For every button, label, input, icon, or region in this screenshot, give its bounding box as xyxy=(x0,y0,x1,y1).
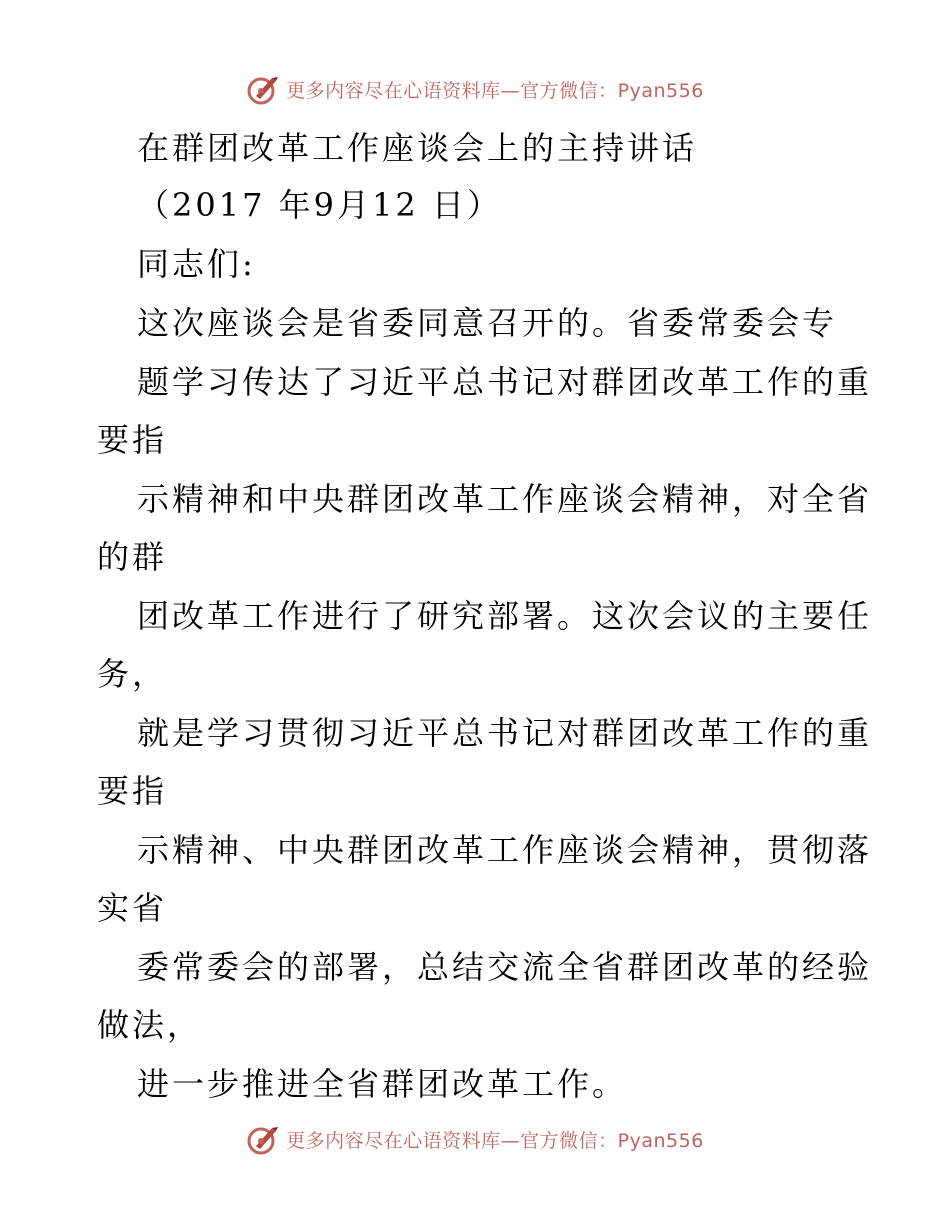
paragraph-line: 的群 xyxy=(97,538,168,576)
paragraph-line: 题学习传达了习近平总书记对群团改革工作的重 xyxy=(137,363,873,401)
watermark-text: 更多内容尽在心语资料库—官方微信：Pyan556 xyxy=(286,1129,704,1152)
pen-logo-icon xyxy=(246,1122,280,1156)
watermark-header xyxy=(0,72,950,106)
paragraph-line: 实省 xyxy=(97,889,168,927)
paragraph-line: 团改革工作进行了研究部署。这次会议的主要任 xyxy=(137,597,873,635)
document-title: 在群团改革工作座谈会上的主持讲话 xyxy=(137,129,698,167)
paragraph-line: 委常委会的部署，总结交流全省群团改革的经验 xyxy=(137,948,873,986)
paragraph-line: 示精神、中央群团改革工作座谈会精神，贯彻落 xyxy=(137,831,873,869)
paragraph-line: 务， xyxy=(97,655,168,693)
document-date: （2017 年9月12 日） xyxy=(137,186,502,224)
pen-logo-icon xyxy=(246,72,280,106)
watermark-text: 更多内容尽在心语资料库—官方微信：Pyan556 xyxy=(286,79,704,102)
paragraph-line: 就是学习贯彻习近平总书记对群团改革工作的重 xyxy=(137,714,873,752)
greeting: 同志们: xyxy=(137,245,256,283)
paragraph-line: 做法， xyxy=(97,1006,203,1044)
paragraph-line: 进一步推进全省群团改革工作。 xyxy=(137,1065,628,1103)
watermark-footer xyxy=(0,1122,950,1156)
paragraph-line: 要指 xyxy=(97,421,168,459)
paragraph-line: 要指 xyxy=(97,772,168,810)
paragraph-line: 示精神和中央群团改革工作座谈会精神，对全省 xyxy=(137,480,873,518)
paragraph-line: 这次座谈会是省委同意召开的。省委常委会专 xyxy=(137,304,838,342)
